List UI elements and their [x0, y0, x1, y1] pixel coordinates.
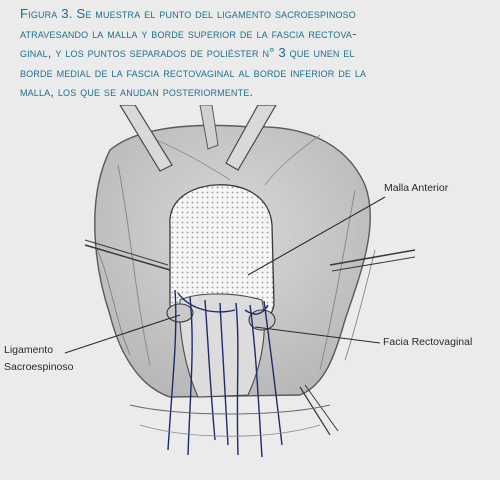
label-facia-rectovaginal: Facia Rectovaginal [383, 336, 473, 348]
caption-line-1: Figura 3. Se muestra el punto del ligamento sacroespinoso [20, 6, 356, 21]
caption-line-4: borde medial de la fascia rectovaginal al borde inferior de la [20, 64, 367, 80]
surgical-drawing [0, 105, 500, 475]
caption-line-2: atravesando la malla y borde superior de la fascia rectova- [20, 25, 357, 41]
label-ligamento-line1: Ligamento [4, 344, 54, 356]
caption-line-3: ginal, y los puntos separados de poliéster n° 3 que unen el [20, 45, 355, 60]
label-malla-anterior: Malla Anterior [384, 182, 449, 194]
surgical-illustration [0, 105, 500, 475]
label-ligamento-line2: Sacroespinoso [4, 361, 74, 373]
sacrospinous-ligament-left [167, 304, 193, 322]
caption-line-5: malla, los que se anudan posteriormente. [20, 84, 254, 99]
figure-caption [20, 4, 485, 102]
